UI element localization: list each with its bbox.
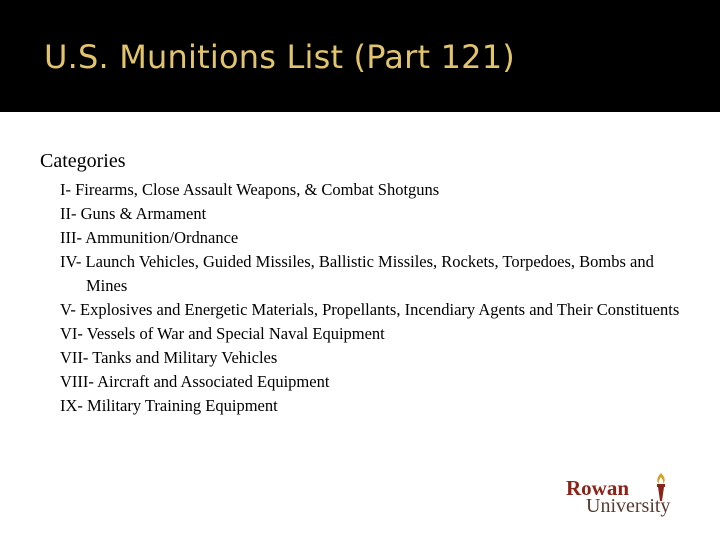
category-item: III- Ammunition/Ordnance	[60, 228, 239, 247]
category-item: V- Explosives and Energetic Materials, Propellants, Incendiary Agents and Their Constituents	[60, 300, 680, 319]
category-item: VII- Tanks and Military Vehicles	[60, 348, 278, 367]
slide-title: U.S. Munitions List (Part 121)	[44, 38, 515, 76]
category-item: VIII- Aircraft and Associated Equipment	[60, 372, 330, 391]
rowan-university-logo	[566, 472, 700, 520]
category-item: VI- Vessels of War and Special Naval Equipment	[60, 324, 385, 343]
category-item: IX- Military Training Equipment	[60, 396, 278, 415]
title-bar	[0, 0, 720, 112]
category-item: IV- Launch Vehicles, Guided Missiles, Ballistic Missiles, Rockets, Torpedoes, Bombs and Mines	[60, 252, 654, 295]
section-heading: Categories	[40, 150, 126, 172]
slide-body	[40, 148, 680, 418]
category-item: II- Guns & Armament	[60, 204, 207, 223]
logo-name-line2: University	[586, 495, 671, 517]
category-list	[40, 178, 680, 418]
logo-name-line1: Rowan	[566, 476, 630, 500]
category-item: I- Firearms, Close Assault Weapons, & Combat Shotguns	[60, 180, 440, 199]
